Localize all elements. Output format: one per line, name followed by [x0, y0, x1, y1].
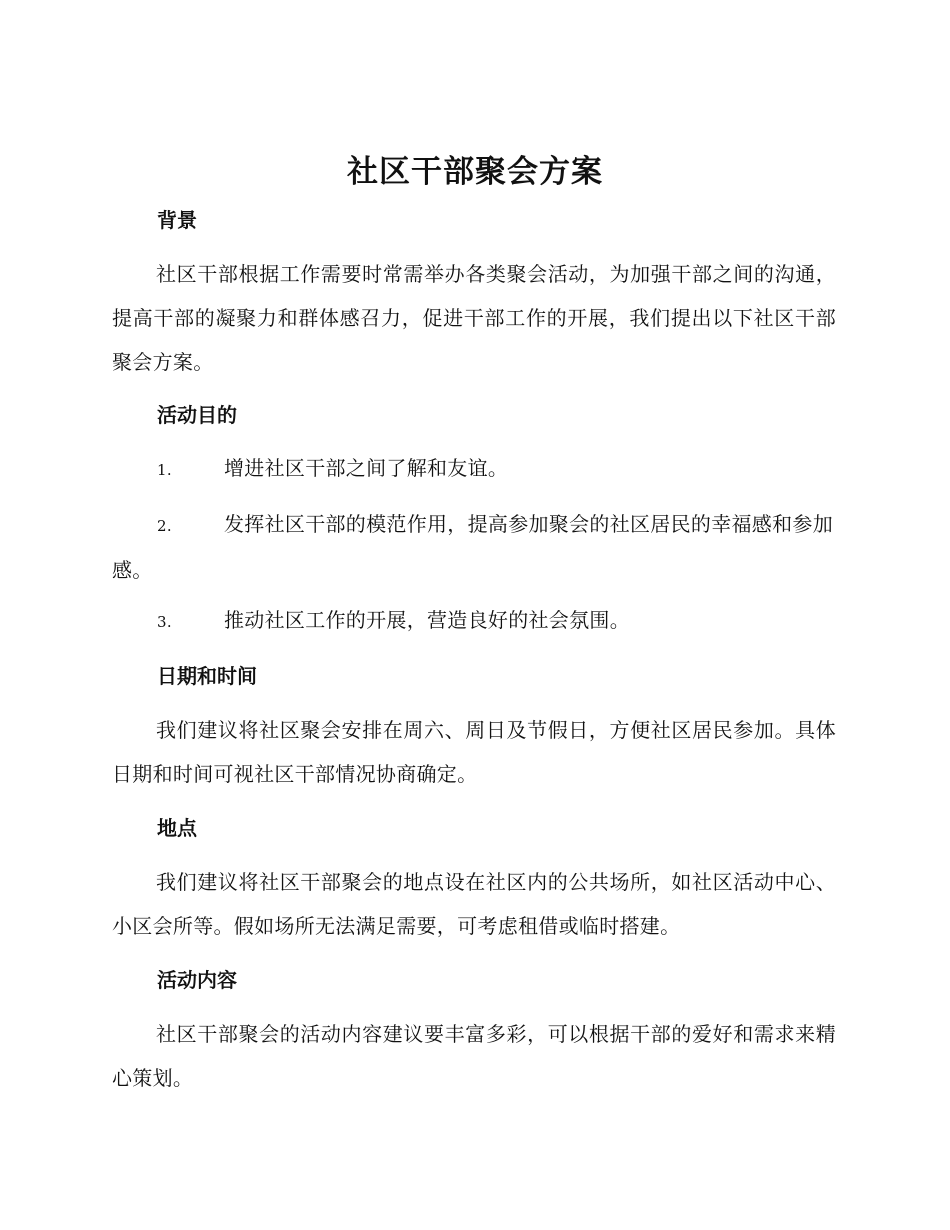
list-item-text: 发挥社区干部的模范作用，提高参加聚会的社区居民的幸福感和参加感。 [112, 512, 833, 582]
heading-purpose: 活动目的 [157, 403, 237, 427]
heading-location: 地点 [157, 816, 197, 840]
heading-background: 背景 [157, 208, 197, 232]
list-item-text: 增进社区干部之间了解和友谊。 [224, 456, 509, 480]
list-number: 2. [157, 517, 172, 535]
paragraph-content: 社区干部聚会的活动内容建议要丰富多彩，可以根据干部的爱好和需求来精心策划。 [112, 1022, 836, 1090]
document-title: 社区干部聚会方案 [347, 154, 603, 190]
list-number: 1. [157, 461, 172, 479]
purpose-list-item-3 [112, 598, 836, 644]
paragraph-location: 我们建议将社区干部聚会的地点设在社区内的公共场所，如社区活动中心、小区会所等。假如场所无法满足需要，可考虑租借或临时搭建。 [112, 870, 836, 938]
heading-content: 活动内容 [157, 968, 237, 992]
paragraph-background: 社区干部根据工作需要时常需举办各类聚会活动，为加强干部之间的沟通，提高干部的凝聚力和群体感召力，促进干部工作的开展，我们提出以下社区干部聚会方案。 [112, 262, 836, 374]
heading-datetime: 日期和时间 [157, 664, 257, 688]
purpose-list-item-2 [112, 502, 836, 592]
purpose-list-item-1 [112, 446, 836, 492]
list-item-text: 推动社区工作的开展，营造良好的社会氛围。 [224, 608, 630, 632]
paragraph-datetime: 我们建议将社区聚会安排在周六、周日及节假日，方便社区居民参加。具体日期和时间可视社区干部情况协商确定。 [112, 718, 836, 786]
list-number: 3. [157, 613, 172, 631]
